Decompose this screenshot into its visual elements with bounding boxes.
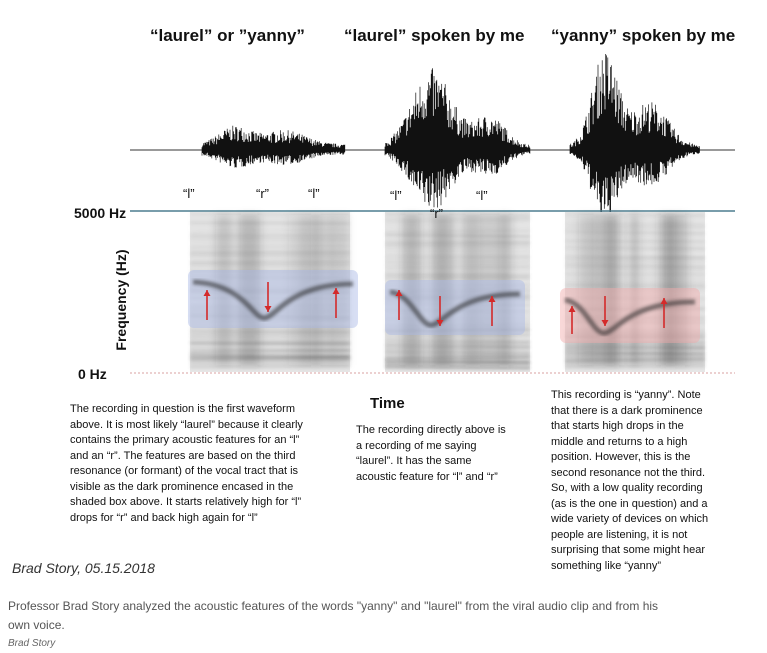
note-yanny: This recording is “yanny”. Note that there is a dark prominence that starts high drops in the middle and returns to a high position. However, this is the second resonance not the third. So, with a low quality recording (as is the one in question) and a wide variety of devices on which people are listening, it is not surprising that some might hear something like “yanny” (551, 389, 709, 572)
y-bottom-label: 0 Hz (78, 366, 107, 382)
article-caption: Professor Brad Story analyzed the acoustic features of the words "yanny" and "laurel" from the viral audio clip and from his own voice. (8, 599, 659, 632)
spectrograms (188, 212, 705, 372)
figure-credit: Brad Story, 05.15.2018 (12, 560, 155, 576)
panel-title-2: “laurel” spoken by me (344, 26, 525, 45)
marker-l-1: “l” (183, 186, 195, 201)
x-axis-label: Time (370, 395, 405, 412)
panel-title-1: “laurel” or ”yanny” (150, 26, 305, 45)
highlight-box (188, 270, 358, 328)
waveforms (202, 54, 700, 220)
y-axis-label: Frequency (Hz) (113, 249, 129, 351)
spectrogram-3 (560, 212, 705, 372)
marker-r-1: “r” (256, 186, 269, 201)
spectrogram-2 (385, 212, 530, 372)
marker-l-2b: “l” (476, 188, 488, 203)
marker-l-2: “l” (390, 188, 402, 203)
waveform-2 (385, 68, 530, 207)
image-source: Brad Story (8, 638, 56, 649)
note-first-recording: The recording in question is the first waveform above. It is most likely “laurel” because it clearly contains the primary acoustic features for an “l” and an “r”. The features are based on the third resonance (or formant) of the vocal tract that is visible as the dark prominence encased in the shaded box above. It starts relatively high for “l” drops for “r” and back high again for “l” (70, 403, 303, 524)
note-laurel: The recording directly above is a recording of me saying “laurel”. It has the same acoustic feature for “l” and “r” (356, 424, 506, 483)
y-top-label: 5000 Hz (74, 205, 127, 221)
marker-l-1b: “l” (308, 186, 320, 201)
marker-r-2: “r” (430, 206, 443, 221)
spectrogram-1 (188, 212, 358, 372)
waveform-1 (202, 126, 345, 168)
waveform-3 (570, 54, 700, 220)
panel-title-3: “yanny” spoken by me (551, 26, 736, 45)
